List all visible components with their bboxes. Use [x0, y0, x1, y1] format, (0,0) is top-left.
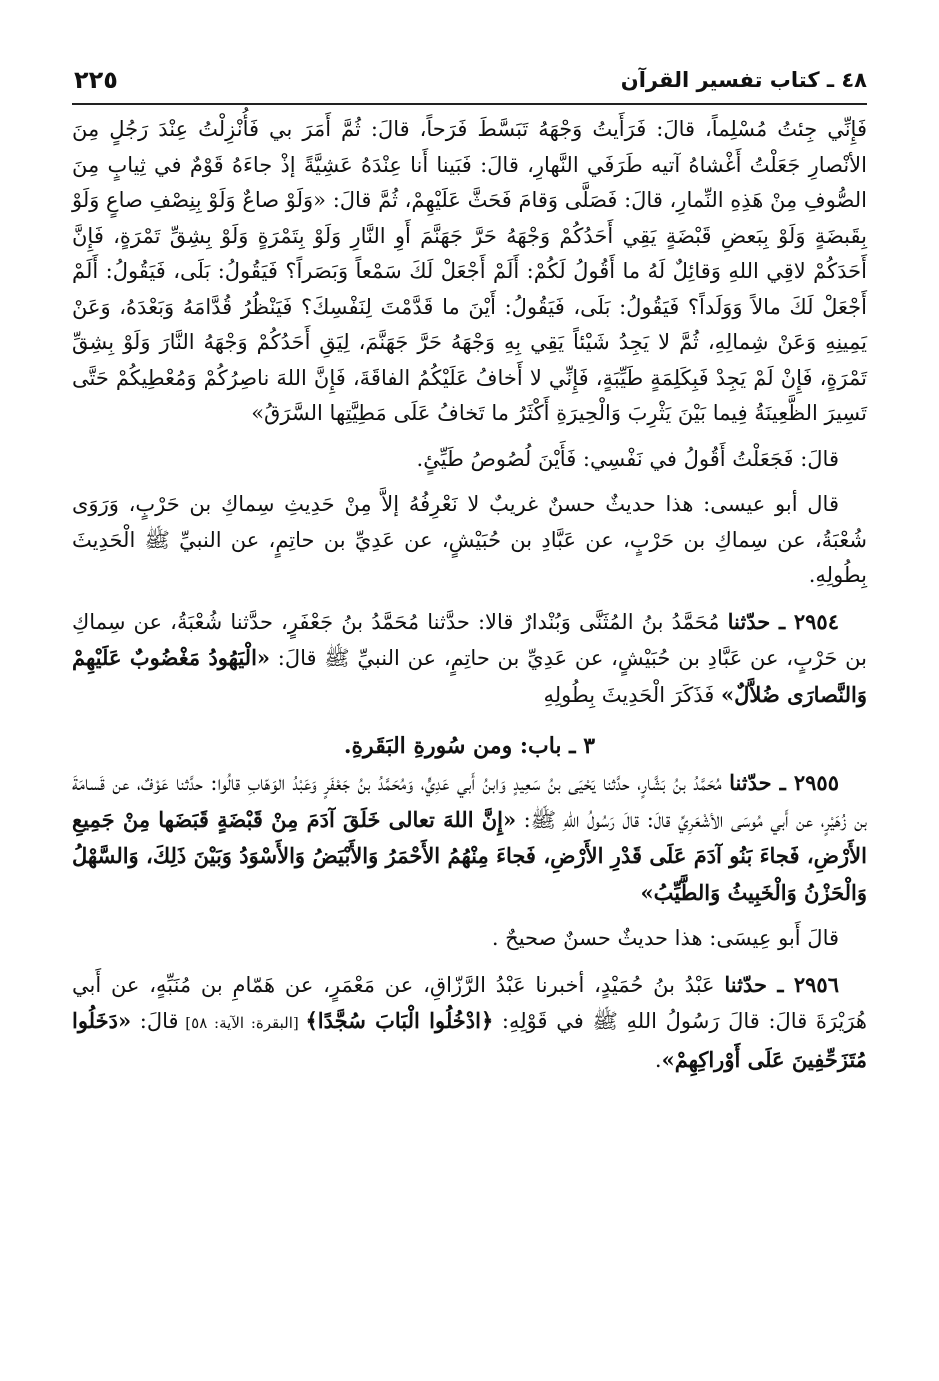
hadith-2956-end: . — [654, 1047, 662, 1072]
hadith-2956-quote: «دَخَلُوا مُتَزَحِّفِينَ عَلَى أَوْراكِهِمْ» — [72, 1008, 867, 1072]
abu-isa-comment-1 — [72, 487, 867, 594]
chapter-title: ٤٨ ـ كتاب تفسير القرآن — [620, 68, 867, 92]
hadith-2956-ayah: ﴿ادْخُلُوا الْبَابَ سُجَّدًا﴾ — [305, 1008, 494, 1033]
spacer — [72, 432, 867, 442]
hadith-2954-tail: فَذَكَرَ الْحَدِيثَ بِطُولِهِ — [543, 682, 722, 707]
abu-isa-comment-2 — [72, 921, 867, 957]
chapter-heading-text: ٣ ـ باب: ومن سُورةِ البَقَرةِ. — [343, 733, 596, 759]
abu-isa-comment-1-text: قال أبو عيسى: هذا حديثٌ حسنٌ غريبٌ لا نَعْرِفُهُ إلاَّ مِنْ حَدِيثِ سِماكِ بن حَرْبٍ، وَرَوَى شُعْبَةُ، عن سِماكِ بن حَرْبٍ، عن عَبَّادِ بن حُبَيْشٍ، عن عَدِيِّ بن حاتِمٍ، عن النبيِّ ﷺ الْحَدِيثَ بِطُولِهِ. — [72, 492, 867, 587]
hadith-2956-chain: عَبْدُ بنُ حُمَيْدٍ، أخبرنا عَبْدُ الرَّزّاقِ، عن مَعْمَرٍ، عن هَمّامِ بن مُنَبِّهٍ، عن أَبي هُرَيْرَةَ قالَ: قالَ رَسُولُ اللهِ ﷺ في قَوْلِهِ: — [72, 972, 868, 1033]
spacer — [72, 911, 867, 921]
narrator-remark — [72, 442, 867, 478]
hadith-2954-chain: مُحَمَّدُ بنُ المُثَنَّى وَبُنْدارٌ قالا: حدَّثنا مُحَمَّدُ بنُ جَعْفَرٍ، حدَّثنا شُعْبَةُ، عن سِماكِ بن حَرْبٍ، عن عَبَّادِ بن حُبَيْشٍ، عن عَدِيِّ بن حاتِمٍ، عن النبيِّ ﷺ قالَ: — [72, 609, 867, 670]
hadith-2956 — [72, 967, 867, 1079]
spacer — [72, 713, 867, 727]
hadith-continuation — [72, 112, 867, 432]
spacer — [72, 957, 867, 967]
hadith-2956-number: ٢٩٥٦ ـ حدّثنا — [724, 971, 839, 997]
abu-isa-comment-2-text: قالَ أَبو عِيسَى: هذا حديثٌ حسنٌ صحيحٌ . — [491, 926, 839, 950]
hadith-2955 — [72, 765, 867, 911]
hadith-2955-quote: «إِنَّ اللهَ تعالى خَلَقَ آدَمَ مِنْ قَبْضَةٍ قَبَضَها مِنْ جَمِيعِ الأَرْضِ، فَجاءَ بَنُو آدَمَ عَلَى قَدْرِ الأَرْضِ، فَجاءَ مِنْهُمُ الأَحْمَرُ وَالأَبْيَضُ وَالأَسْوَدُ وَبَيْنَ ذَلِكَ، وَالسَّهْلُ وَالْحَزْنُ وَالْخَبِيثُ وَالطَّيِّبُ» — [72, 806, 867, 905]
hadith-2955-chain: مُحَمَّدُ بنُ بَشَّارٍ، حدَّثنا يَحْيَى بنُ سَعِيدٍ وَابنُ أَبي عَدِيٍّ، وَمُحَمَّدُ بنُ جَعْفَرٍ وَعَبْدُ الوَهّابِ قالُوا: حدَّثنا عَوْفٌ، عن قَسامَةَ بن زُهَيْرٍ، عن أَبي مُوسَى الأشْعَرِيِّ قالَ: قالَ رَسُولُ اللهِ ﷺ: — [72, 771, 867, 832]
page-body — [72, 112, 867, 1078]
hadith-2954 — [72, 604, 867, 714]
page-header — [74, 60, 867, 100]
spacer — [72, 477, 867, 487]
page-number: ٢٢٥ — [74, 66, 118, 94]
hadith-2954-quote: «الْيَهُودُ مَغْضُوبٌ عَلَيْهِمْ وَالنَّصارَى ضُلاَّلٌ» — [72, 645, 867, 707]
hadith-2956-ayah-reference: [البقرة: الآية: ٥٨] — [178, 1014, 306, 1032]
hadith-2954-number: ٢٩٥٤ ـ حدّثنا — [727, 608, 839, 634]
chapter-heading — [72, 727, 867, 765]
hadith-continuation-text: فَإِنِّي جِئتُ مُسْلِماً، قالَ: فَرَأَيتُ وَجْهَهُ تَبَسَّطَ فَرَحاً، قالَ: ثُمَّ أَمَرَ بي فَأُنْزِلْتُ عِنْدَ رَجُلٍ مِنَ الأنْصارِ جَعَلْتُ أَغْشاهُ آتيه طَرَفَي النَّهارِ، قالَ: فَبَينا أَنا عِنْدَهُ عَشِيَّةً إذْ جاءَهُ قَوْمٌ في ثِيابٍ مِنَ الصُّوفِ مِنْ هَذِهِ النِّمارِ، قالَ: فَصَلَّى وَقامَ فَحَثَّ عَلَيْهِمْ، ثُمَّ قالَ: «وَلَوْ صاعٌ وَلَوْ بِنِصْفِ صاعٍ وَلَوْ بِقَبضَةٍ وَلَوْ بِبَعضِ قَبْضَةٍ يَقِي أَحَدُكُمْ وَجْهَهُ حَرَّ جَهَنَّمَ أَوِ النَّارِ وَلَوْ بِتَمْرَةٍ وَلَوْ بِشِقِّ تَمْرَةٍ، فَإِنَّ أَحَدَكُمْ لاقِي اللهِ وَقائِلٌ لَهُ ما أَقُولُ لَكُمْ: أَلَمْ أَجْعَلْ لَكَ سَمْعاً وَبَصَراً؟ فَيَقُولُ: بَلَى، فَيَقُولُ: أَلَمْ أَجْعَلْ لَكَ مالاً وَوَلَداً؟ فَيَقُولُ: بَلَى، فَيَقُولُ: أَيْنَ ما قَدَّمْتَ لِنَفْسِكَ؟ فَيَنْظُرُ قُدَّامَهُ وَبَعْدَهُ، وَعَنْ يَمِينِهِ وَعَنْ شِمالِهِ، ثُمَّ لا يَجِدُ شَيْئاً يَقِي بِهِ وَجْهَهُ حَرَّ جَهَنَّمَ، لِيَقِ أَحَدُكُمْ وَجْهَهُ النَّارَ وَلَوْ بِشِقِّ تَمْرَةٍ، فَإِنْ لَمْ يَجِدْ فَبِكَلِمَةٍ طَيِّبَةٍ، فَإِنِّي لا أَخافُ عَلَيْكُمُ الفاقَةَ، فَإِنَّ اللهَ ناصِرُكُمْ وَمُعْطِيكُمْ حَتَّى تَسِيرَ الظَّعِينَةُ فِيما بَيْنَ يَثْرِبَ وَالْحِيرَةِ أَكْثَرُ ما تَخافُ عَلَى مَطِيَّتِها السَّرَقُ» — [71, 117, 867, 425]
narrator-remark-text: قالَ: فَجَعَلْتُ أَقُولُ في نَفْسِي: فَأَيْنَ لُصُوصُ طَيِّئٍ. — [416, 446, 839, 471]
spacer — [72, 594, 867, 604]
hadith-2955-number: ٢٩٥٥ ـ حدّثنا — [729, 770, 839, 795]
header-rule — [72, 103, 867, 105]
hadith-2956-said: قالَ: — [131, 1009, 179, 1033]
